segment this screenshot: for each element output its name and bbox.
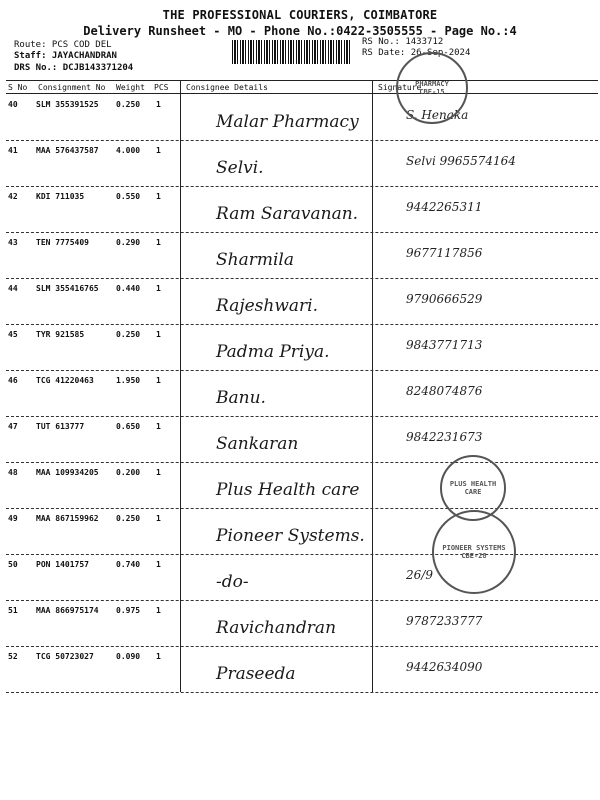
row-weight: 1.950	[116, 376, 141, 385]
row-weight: 0.650	[116, 422, 141, 431]
row-consignee: Pioneer Systems.	[216, 526, 365, 546]
pharmacy-stamp-text: PHARMACY	[415, 80, 449, 88]
row-consignee: Sharmila	[216, 250, 294, 270]
row-sno: 46	[8, 376, 18, 385]
col-weight: Weight	[116, 83, 145, 92]
plus-health-stamp-text: PLUS HEALTH CARE	[449, 480, 497, 496]
col-sno: S No	[8, 83, 28, 92]
row-consignee: Ravichandran	[216, 618, 337, 638]
row-weight: 0.975	[116, 606, 141, 615]
row-pcs: 1	[156, 376, 161, 385]
row-sno: 50	[8, 560, 18, 569]
row-sno: 42	[8, 192, 18, 201]
row-signature: 9442265311	[406, 200, 483, 214]
row-consignee: Selvi.	[216, 158, 264, 178]
row-pcs: 1	[156, 422, 161, 431]
row-pcs: 1	[156, 560, 161, 569]
row-weight: 0.200	[116, 468, 141, 477]
row-weight: 0.290	[116, 238, 141, 247]
row-sno: 41	[8, 146, 18, 155]
row-consignment: MAA 867159962	[36, 514, 99, 523]
row-weight: 4.000	[116, 146, 141, 155]
row-signature: 8248074876	[406, 384, 483, 398]
row-signature: 9790666529	[406, 292, 483, 306]
row-consignment: MAA 576437587	[36, 146, 99, 155]
row-divider	[6, 278, 598, 279]
pharmacy-stamp	[396, 52, 468, 124]
row-weight: 0.250	[116, 514, 141, 523]
barcode	[232, 40, 352, 64]
row-divider	[6, 692, 598, 693]
row-sno: 49	[8, 514, 18, 523]
row-weight: 0.090	[116, 652, 141, 661]
row-divider	[6, 140, 598, 141]
row-sno: 40	[8, 100, 18, 109]
row-divider	[6, 232, 598, 233]
row-consignment: MAA 109934205	[36, 468, 99, 477]
row-consignment: TCG 41220463	[36, 376, 94, 385]
row-signature: 26/9	[406, 568, 433, 582]
drs-label: DRS No.: DCJB143371204	[14, 63, 134, 73]
row-divider	[6, 324, 598, 325]
row-weight: 0.440	[116, 284, 141, 293]
row-consignee: Banu.	[216, 388, 266, 408]
row-pcs: 1	[156, 330, 161, 339]
company-title: THE PROFESSIONAL COURIERS, COIMBATORE	[162, 8, 438, 22]
row-divider	[6, 508, 598, 509]
row-divider	[6, 462, 598, 463]
row-signature: 9787233777	[406, 614, 483, 628]
row-consignment: PON 1401757	[36, 560, 89, 569]
row-sno: 47	[8, 422, 18, 431]
row-pcs: 1	[156, 468, 161, 477]
row-consignment: MAA 866975174	[36, 606, 99, 615]
row-sno: 43	[8, 238, 18, 247]
row-consignee: Sankaran	[216, 434, 299, 454]
row-consignee: Plus Health care	[216, 480, 360, 500]
col-pcs: PCS	[154, 83, 169, 92]
row-divider	[6, 600, 598, 601]
pioneer-stamp-loc: CBE-28	[461, 552, 487, 560]
pharmacy-stamp-loc: CBE-15	[419, 88, 445, 96]
row-signature: 9677117856	[406, 246, 483, 260]
row-divider	[6, 370, 598, 371]
row-consignee: Padma Priya.	[216, 342, 330, 362]
row-consignee: Ram Saravanan.	[216, 204, 359, 224]
row-consignee: -do-	[216, 572, 249, 592]
rs-no-label: RS No.: 1433712	[362, 37, 444, 47]
col-consignee: Consignee Details	[186, 83, 268, 92]
pioneer-stamp-text: PIONEER SYSTEMS	[442, 544, 506, 552]
row-consignment: TYR 921585	[36, 330, 85, 339]
row-pcs: 1	[156, 192, 161, 201]
row-consignment: SLM 355416765	[36, 284, 99, 293]
row-pcs: 1	[156, 146, 161, 155]
row-pcs: 1	[156, 100, 161, 109]
row-weight: 0.740	[116, 560, 141, 569]
row-weight: 0.550	[116, 192, 141, 201]
row-signature: S. Henaka	[406, 108, 469, 122]
row-consignee: Malar Pharmacy	[216, 112, 359, 132]
row-consignment: KDI 711035	[36, 192, 85, 201]
row-signature: 9843771713	[406, 338, 483, 352]
row-weight: 0.250	[116, 100, 141, 109]
row-consignment: TUT 613777	[36, 422, 85, 431]
row-consignment: SLM 355391525	[36, 100, 99, 109]
row-pcs: 1	[156, 284, 161, 293]
row-weight: 0.250	[116, 330, 141, 339]
row-sno: 44	[8, 284, 18, 293]
row-consignee: Rajeshwari.	[216, 296, 318, 316]
row-pcs: 1	[156, 238, 161, 247]
row-pcs: 1	[156, 606, 161, 615]
row-sno: 51	[8, 606, 18, 615]
row-divider	[6, 646, 598, 647]
route-label: Route: PCS COD DEL	[14, 40, 112, 50]
row-signature: Selvi 9965574164	[406, 154, 516, 168]
staff-label: Staff: JAYACHANDRAN	[14, 51, 117, 61]
row-divider	[6, 416, 598, 417]
row-signature: 9442634090	[406, 660, 483, 674]
row-sno: 48	[8, 468, 18, 477]
row-signature: 9842231673	[406, 430, 483, 444]
rs-date-label: RS Date: 26-Sep-2024	[362, 48, 471, 58]
col-signature: Signature	[378, 83, 422, 92]
row-consignment: TEN 7775409	[36, 238, 89, 247]
row-sno: 52	[8, 652, 18, 661]
pioneer-stamp	[432, 510, 516, 594]
row-consignee: Praseeda	[216, 664, 296, 684]
runsheet-title: Delivery Runsheet - MO - Phone No.:0422-3505555 - Page No.:4	[83, 24, 517, 38]
row-pcs: 1	[156, 514, 161, 523]
row-pcs: 1	[156, 652, 161, 661]
row-sno: 45	[8, 330, 18, 339]
row-divider	[6, 186, 598, 187]
row-consignment: TCG 50723027	[36, 652, 94, 661]
col-consignment: Consignment No	[38, 83, 106, 92]
